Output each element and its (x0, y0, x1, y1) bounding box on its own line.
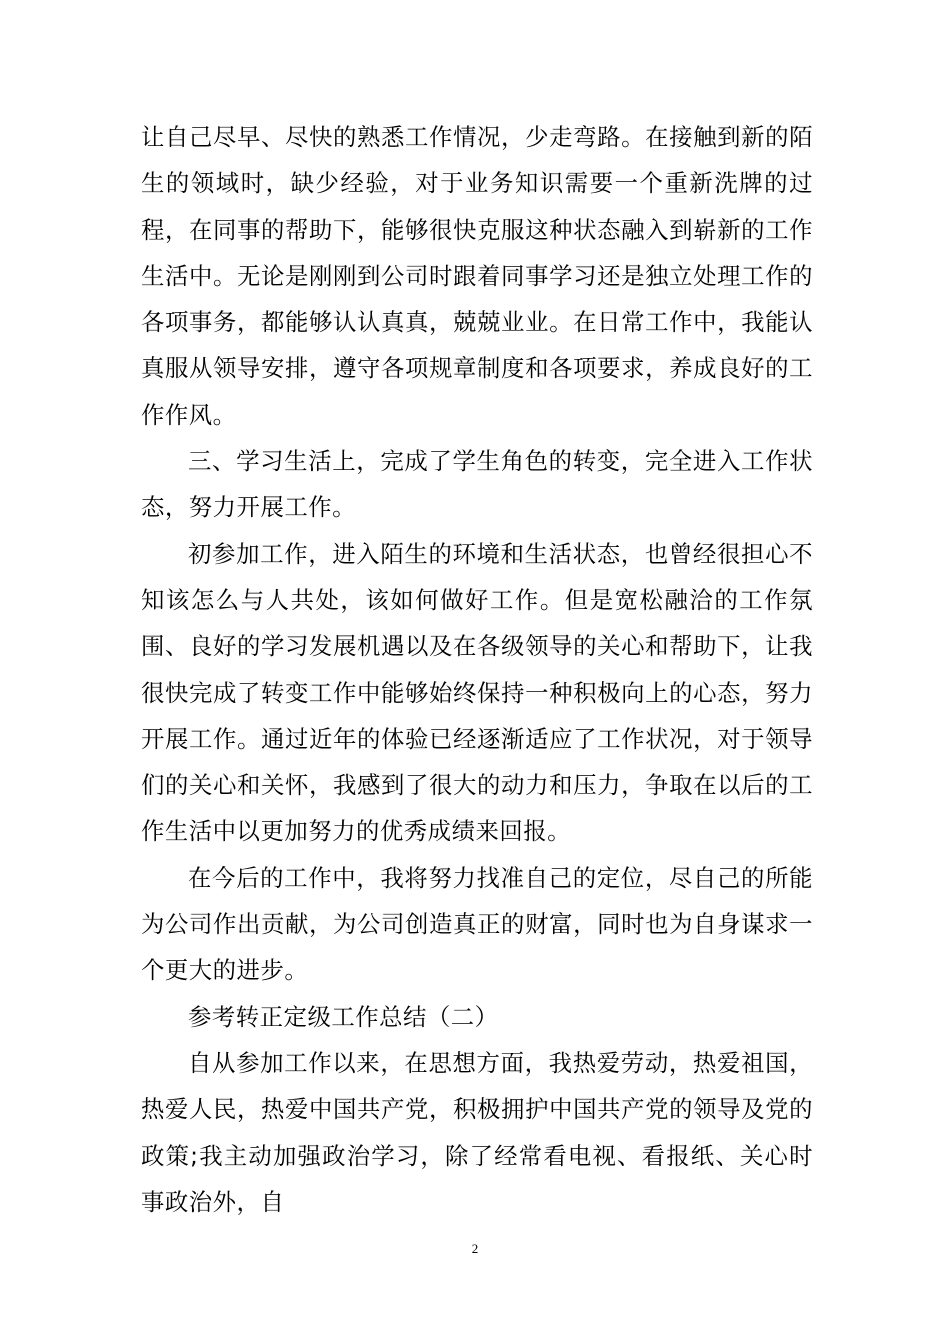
document-body (141, 114, 813, 1225)
paragraph-3: 初参加工作，进入陌生的环境和生活状态，也曾经很担心不知该怎么与人共处，该如何做好工作。但是宽松融洽的工作氛围、良好的学习发展机遇以及在各级领导的关心和帮助下，让我很快完成了转变工作中能够始终保持一种积极向上的心态，努力开展工作。通过近年的体验已经逐渐适应了工作状况，对于领导们的关心和关怀，我感到了很大的动力和压力，争取在以后的工作生活中以更加努力的优秀成绩来回报。 (141, 539, 813, 846)
paragraph-5: 自从参加工作以来，在思想方面，我热爱劳动，热爱祖国，热爱人民，热爱中国共产党，积极拥护中国共产党的领导及党的政策;我主动加强政治学习，除了经常看电视、看报纸、关心时事政治外，自 (141, 1048, 813, 1216)
page-number: 2 (471, 1241, 479, 1256)
paragraph-2: 三、学习生活上，完成了学生角色的转变，完全进入工作状态，努力开展工作。 (141, 447, 813, 522)
paragraph-1: 让自己尽早、尽快的熟悉工作情况，少走弯路。在接触到新的陌生的领域时，缺少经验，对于业务知识需要一个重新洗牌的过程，在同事的帮助下，能够很快克服这种状态融入到崭新的工作生活中。无论是刚刚到公司时跟着同事学习还是独立处理工作的各项事务，都能够认认真真，兢兢业业。在日常工作中，我能认真服从领导安排，遵守各项规章制度和各项要求，养成良好的工作作风。 (141, 123, 813, 429)
paragraph-4: 在今后的工作中，我将努力找准自己的定位，尽自己的所能为公司作出贡献，为公司创造真正的财富，同时也为自身谋求一个更大的进步。 (141, 863, 813, 985)
section-heading: 参考转正定级工作总结（二） (188, 1002, 499, 1031)
